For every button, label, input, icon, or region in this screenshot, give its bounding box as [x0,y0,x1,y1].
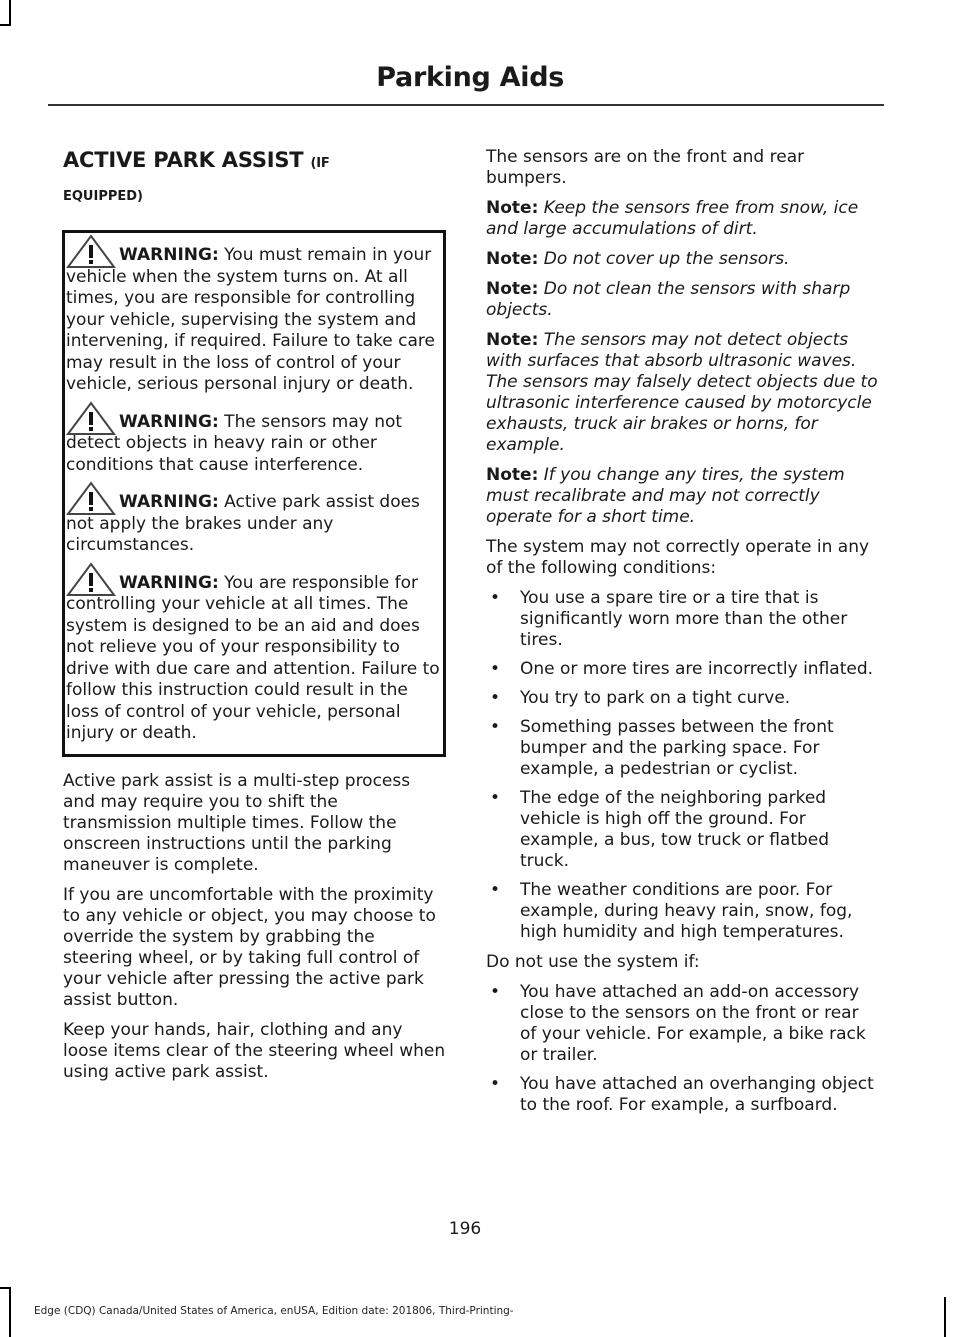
note [486,249,880,270]
note-label: Note: [486,198,539,218]
list-item: • You try to park on a tight curve. [486,688,880,709]
list-item: • The weather conditions are poor. For example, during heavy rain, snow, fog, high humidity and high temperatures. [486,880,880,943]
warning-1 [65,245,443,396]
note-text: Keep the sensors free from snow, ice and large accumulations of dirt. [486,198,859,239]
section-title [63,145,446,179]
section-title-text: ACTIVE PARK ASSIST [63,148,304,172]
paragraph: Keep your hands, hair, clothing and any loose items clear of the steering wheel when using active park assist. [63,1019,446,1082]
left-column [63,145,446,1092]
warning-text: You must remain in your vehicle when the system turns on. At all times, you are responsible for controlling your vehicle, supervising the system and intervening, if required. Failure to take care may result in the loss of control of your vehicle, serious personal injury or death. [66,245,435,394]
do-not-use-list [486,982,880,1116]
warning-triangle-icon [65,562,117,598]
warning-text: Active park assist does not apply the brakes under any circumstances. [66,492,420,555]
crop-mark [0,1287,10,1289]
right-column [486,147,880,1125]
crop-mark [944,1297,946,1337]
header-rule [48,104,884,106]
note-label: Note: [486,249,539,269]
note [486,279,880,321]
note-text: Do not clean the sensors with sharp objects. [486,279,851,320]
note-text: The sensors may not detect objects with surfaces that absorb ultrasonic waves. The sensors may falsely detect objects due to ultrasonic interference caused by motorcycle exhausts, truck air brakes or horns, for example. [486,330,878,455]
list-item: • You use a spare tire or a tire that is significantly worn more than the other tires. [486,588,880,651]
warning-4 [65,573,443,745]
warning-label: WARNING: [119,572,219,593]
warning-3 [65,492,443,557]
warning-label: WARNING: [119,411,219,432]
list-item: • Something passes between the front bumper and the parking space. For example, a pedestrian or cyclist. [486,717,880,780]
paragraph: If you are uncomfortable with the proximity to any vehicle or object, you may choose to override the system by grabbing the steering wheel, or by taking full control of your vehicle after pressing the active park assist button. [63,884,436,1010]
note [486,198,880,240]
warning-triangle-icon [65,481,117,517]
note-text: Do not cover up the sensors. [538,249,790,269]
note-label: Note: [486,465,539,485]
list-item: • You have attached an overhanging object to the roof. For example, a surfboard. [486,1074,880,1116]
warning-text: The sensors may not detect objects in heavy rain or other conditions that cause interference. [66,411,403,475]
list-item: • You have attached an add-on accessory close to the sensors on the front or rear of your vehicle. For example, a bike rack or trailer. [486,982,880,1066]
warning-label: WARNING: [119,492,219,512]
paragraph: The sensors are on the front and rear bumpers. [486,147,805,188]
paragraph: Do not use the system if: [486,952,700,972]
crop-mark [9,1287,11,1337]
list-item: • The edge of the neighboring parked vehicle is high off the ground. For example, a bus, tow truck or flatbed truck. [486,788,880,872]
warning-triangle-icon [65,234,117,270]
paragraph: The system may not correctly operate in any of the following conditions: [486,537,870,578]
note [486,465,880,528]
warning-triangle-icon [65,401,117,437]
crop-mark [0,24,10,26]
crop-mark [9,0,11,26]
warning-box [62,230,446,757]
note-label: Note: [486,330,539,350]
page-header-title: Parking Aids [376,62,564,93]
note-label: Note: [486,279,539,299]
paragraph: Active park assist is a multi-step process and may require you to shift the transmission multiple times. Follow the onscreen instructions until the parking maneuver is complete. [63,770,411,875]
note [486,330,880,456]
footer-text: Edge (CDQ) Canada/United States of America, enUSA, Edition date: 201806, Third-Printing- [34,1305,514,1317]
note-text: If you change any tires, the system must recalibrate and may not correctly operate for a short time. [486,465,845,527]
conditions-list [486,588,880,943]
section-equipped-prefix: (IF [310,156,330,171]
list-item: • One or more tires are incorrectly inflated. [486,659,880,680]
section-equipped-suffix: EQUIPPED) [63,189,143,204]
warning-2 [65,412,443,477]
warning-text: You are responsible for controlling your vehicle at all times. The system is designed to be an aid and does not relieve you of your responsibility to drive with due care and attention. Failure to follow this instruction could result in the loss of control of your vehicle, personal injury or death. [66,572,440,743]
page-number: 196 [448,1219,482,1239]
warning-label: WARNING: [119,245,219,265]
